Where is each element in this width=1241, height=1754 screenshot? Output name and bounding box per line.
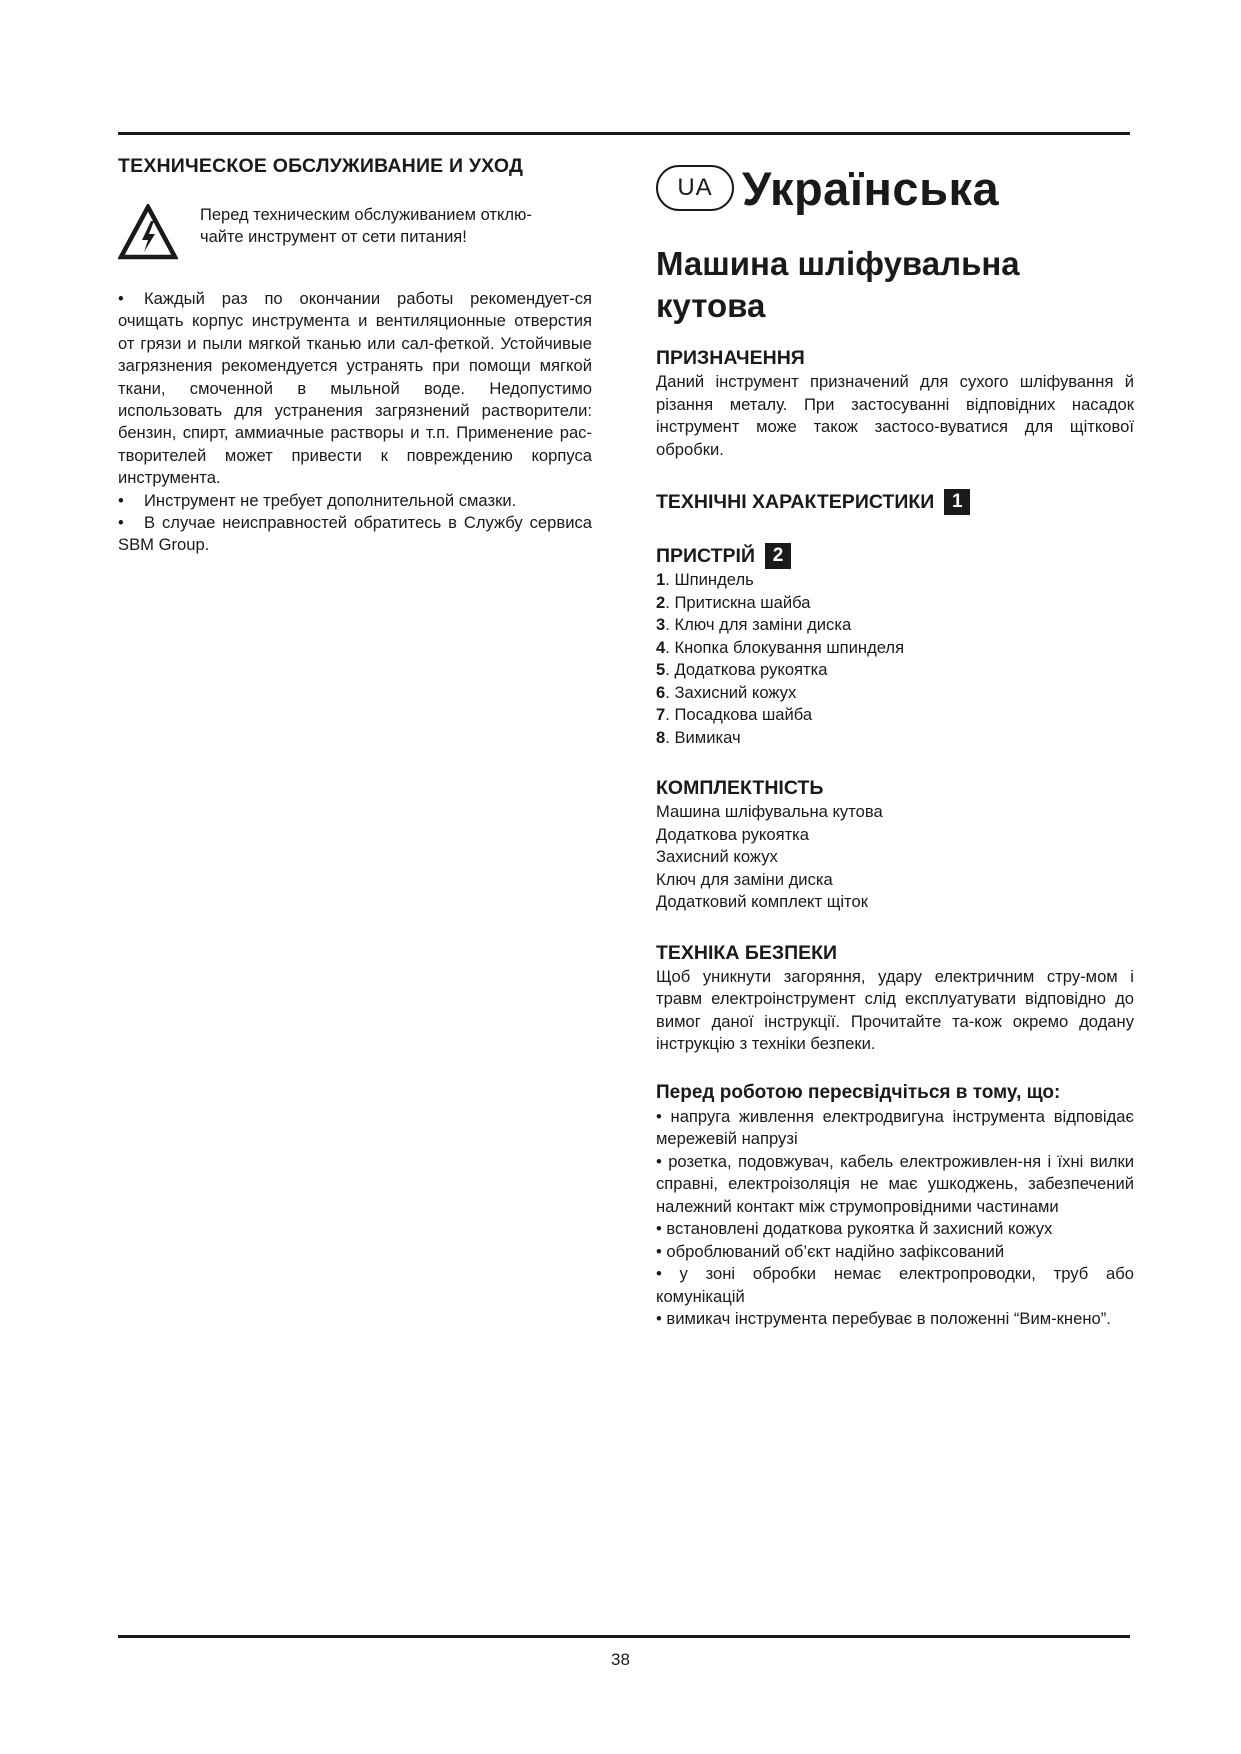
safety-heading: ТЕХНІКА БЕЗПЕКИ — [656, 941, 838, 964]
list-item: • вимикач інструмента перебуває в положенні “Вим-кнено”. — [656, 1309, 1111, 1328]
product-title: Машина шліфувальна кутова — [656, 245, 1020, 324]
figure-number-box: 1 — [944, 489, 970, 515]
list-item: 6. Захисний кожух — [656, 682, 797, 702]
list-item: 1. Шпиндель — [656, 570, 754, 589]
top-rule — [118, 132, 1130, 135]
language-title: Українська — [742, 161, 1000, 215]
pre-check-list — [656, 1106, 1134, 1331]
list-item: • встановлені додаткова рукоятка й захисний кожух — [656, 1219, 1053, 1238]
figure-number-box: 2 — [765, 543, 791, 569]
warning-text — [200, 204, 532, 248]
specs-heading: ТЕХНІЧНІ ХАРАКТЕРИСТИКИ 1 — [656, 489, 1134, 515]
language-code-badge: UA — [656, 165, 734, 211]
language-header — [656, 155, 1134, 221]
page-number: 38 — [611, 1650, 630, 1669]
list-item: 7. Посадкова шайба — [656, 705, 813, 724]
list-item: 4. Кнопка блокування шпинделя — [656, 637, 905, 657]
list-item: • у зоні обробки немає електропроводки, труб або комунікацій — [656, 1264, 1134, 1306]
kit-heading: КОМПЛЕКТНІСТЬ — [656, 777, 824, 799]
list-item: • В случае неисправностей обратитесь в Службу сервиса SBM Group. — [118, 513, 592, 555]
kit-list — [656, 801, 1134, 914]
list-item: • оброблюваний об’єкт надійно зафіксований — [656, 1241, 1005, 1261]
list-item: Машина шліфувальна кутова — [656, 802, 883, 821]
list-item: 3. Ключ для заміни диска — [656, 615, 852, 634]
list-item: 5. Додаткова рукоятка — [656, 660, 828, 679]
pre-check-heading: Перед роботою пересвідчіться в тому, що: — [656, 1081, 1061, 1103]
list-item: Ключ для заміни диска — [656, 869, 833, 889]
list-item: • Инструмент не требует дополнительной смазки. — [118, 490, 517, 510]
list-item: • напруга живлення електродвигуна інструмента відповідає мережевій напрузі — [656, 1106, 1134, 1148]
list-item: Захисний кожух — [656, 847, 778, 866]
warning-line: Перед техническим обслуживанием отклю- — [200, 206, 532, 224]
high-voltage-warning-icon — [118, 204, 178, 260]
list-item: 2. Притискна шайба — [656, 592, 811, 612]
left-column — [118, 155, 592, 557]
list-item: 8. Вимикач — [656, 727, 741, 747]
purpose-heading: ПРИЗНАЧЕННЯ — [656, 347, 805, 369]
device-list — [656, 569, 1134, 749]
safety-text: Щоб уникнути загоряння, удару електричним стру-мом і травм електроінструмент слід експлуатувати відповідно до вимог даної інструкції. Прочитайте та-кож окремо додану інструкцію з техніки безпеки. — [656, 966, 1134, 1053]
bottom-rule — [118, 1635, 1130, 1638]
list-item: • розетка, подовжувач, кабель електроживлен-ня і їхні вилки справні, електроізоляція не має ушкоджень, забезпечений належний контакт між струмопровідними частинами — [656, 1151, 1134, 1216]
list-item: Додатковий комплект щіток — [656, 892, 868, 911]
maintenance-bullets — [118, 288, 592, 557]
maintenance-heading: ТЕХНИЧЕСКОЕ ОБСЛУЖИВАНИЕ И УХОД — [118, 155, 524, 177]
list-item: Додаткова рукоятка — [656, 824, 810, 844]
warning-block — [118, 204, 592, 260]
device-heading: ПРИСТРІЙ 2 — [656, 543, 1134, 569]
list-item: • Каждый раз по окончании работы рекомендует-ся очищать корпус инструмента и вентиляционные отверстия от грязи и пыли мягкой тканью или сал-феткой. Устойчивые загрязнения рекомендуется устранять при помощи мягкой ткани, смоченной в мыльной воде. Недопустимо использовать для устранения загрязнений растворители: бензин, спирт, аммиачные растворы и т.п. Применение рас-творителей может привести к повреждению корпуса инструмента. — [118, 289, 592, 488]
purpose-text: Даний інструмент призначений для сухого шліфування й різання металу. При застосуванні відповідних насадок інструмент може також застосо-вуватися для щіткової обробки. — [656, 372, 1134, 459]
warning-line: чайте инструмент от сети питания! — [200, 228, 467, 246]
right-column — [656, 155, 1134, 1331]
